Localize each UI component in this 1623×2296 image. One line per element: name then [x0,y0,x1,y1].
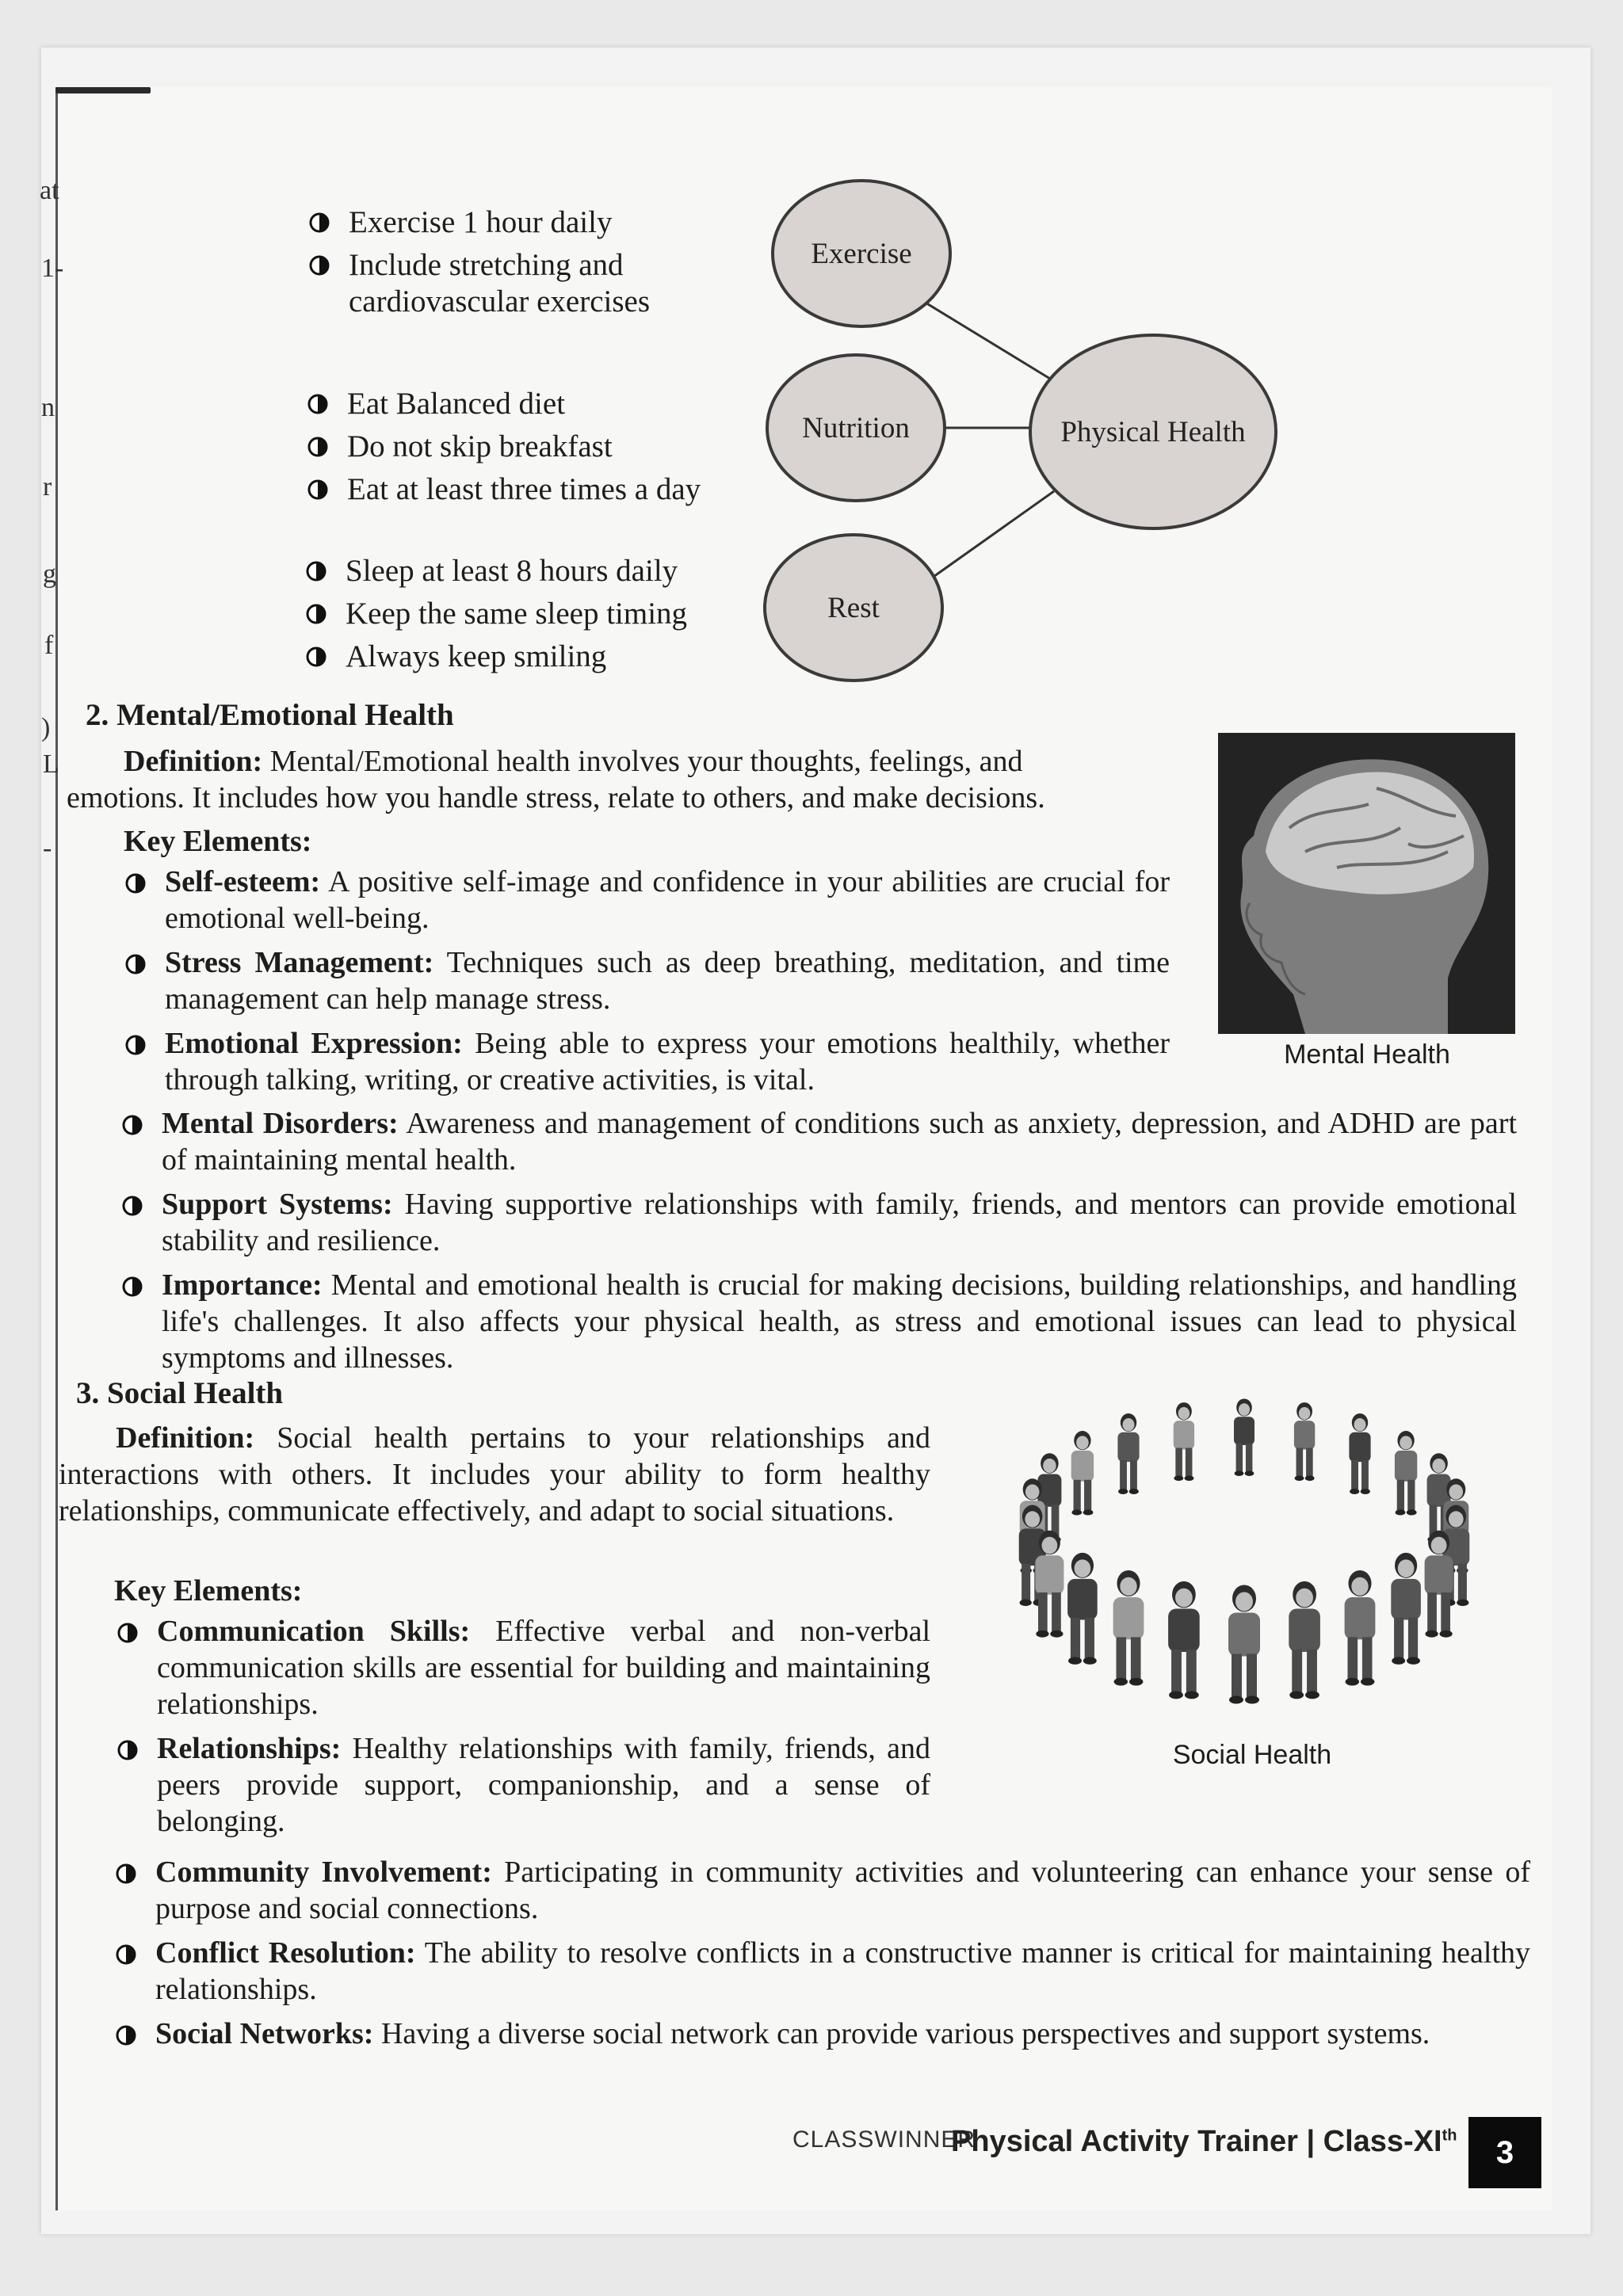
mental-health-caption: Mental Health [1284,1039,1450,1070]
person-figure [1035,1531,1064,1638]
nutrition-points [307,383,751,511]
physical-health-diagram [753,166,1308,689]
margin-fragment: r [43,472,52,502]
bullet-icon [307,479,328,500]
list-item: Include stretching and cardiovascular exercises [309,244,753,320]
footer-title: Physical Activity Trainer | Class-XIth [951,2125,1457,2158]
page-top-edge [55,87,151,93]
person-figure [1395,1431,1417,1516]
list-item: Sleep at least 8 hours daily [306,550,750,593]
person-figure [1345,1570,1376,1686]
bullet-icon [122,1115,143,1135]
social-health-image [983,1379,1506,1719]
person-figure [1349,1413,1370,1494]
list-item: Support Systems: Having supportive relationships with family, friends, and mentors can provide emotional stability and resilience. [122,1186,1517,1259]
list-item: Always keep smiling [306,635,750,678]
list-item: Social Networks: Having a diverse social network can provide various perspectives and support systems. [116,2016,1530,2052]
person-figure [1294,1402,1315,1481]
list-item: Stress Management: Techniques such as deep breathing, meditation, and time management can help manage stress. [125,944,1170,1017]
person-figure [1117,1413,1139,1494]
bullet-icon [116,1944,136,1965]
bullet-icon [306,561,327,582]
social-definition: Definition: Social health pertains to your relationships and interactions with others. It includes your ability to form healthy relationships, communicate effectively, and adapt to social situations. [59,1421,931,1527]
margin-fragment: 1- [41,254,64,283]
list-item: Communication Skills: Effective verbal and non-verbal communication skills are essential for building and maintaining relationships. [117,1613,930,1722]
list-item: Emotional Expression: Being able to express your emotions healthily, whether through talking, writing, or creative activities, is vital. [125,1025,1170,1098]
section-heading-mental: 2. Mental/Emotional Health [86,698,454,732]
footer-brand: CLASSWINNER [792,2126,976,2153]
connector-rest [931,491,1054,578]
person-figure [1234,1398,1254,1476]
section-heading-social: 3. Social Health [76,1376,284,1410]
margin-fragment: n [41,393,55,422]
bullet-icon [125,954,146,974]
social-key-elements-bottom [116,1854,1530,2057]
list-item: Community Involvement: Participating in community activities and volunteering can enhance your sense of purpose and social connections. [116,1854,1530,1927]
bullet-icon [116,2025,136,2046]
person-figure [1228,1585,1260,1704]
list-item: Eat Balanced diet [307,383,751,425]
margin-fragment: at [40,176,59,205]
bullet-icon [117,1623,138,1643]
social-health-caption: Social Health [1172,1740,1332,1770]
bullet-icon [117,1740,138,1760]
mental-key-elements-top [125,864,1170,1103]
rest-points [306,550,750,678]
bullet-icon [125,1035,146,1055]
person-figure [1391,1553,1421,1665]
node-label-nutrition: Nutrition [802,412,910,444]
bullet-icon [309,212,330,233]
bullet-icon [116,1863,136,1884]
list-item: Exercise 1 hour daily [309,201,753,244]
bullet-icon [125,873,146,894]
margin-fragment: L [43,749,59,779]
bullet-icon [122,1196,143,1216]
node-label-center: Physical Health [1060,416,1246,448]
list-item: Do not skip breakfast [307,425,751,468]
node-label-exercise: Exercise [811,238,912,270]
list-item: Mental Disorders: Awareness and management of conditions such as anxiety, depression, and ADHD are part of maintaining mental health. [122,1105,1517,1178]
people-circle-illustration [1019,1398,1470,1703]
bullet-icon [309,255,330,276]
list-item: Relationships: Healthy relationships with family, friends, and peers provide support, companionship, and a sense of belonging. [117,1730,930,1840]
person-figure [1113,1570,1144,1686]
bullet-icon [306,646,327,667]
person-figure [1071,1431,1094,1516]
brain-head-illustration [1218,733,1515,1034]
social-key-elements-label: Key Elements: [114,1574,303,1608]
bullet-icon [307,394,328,414]
exercise-points [309,201,753,320]
mental-health-image [1218,733,1515,1034]
person-figure [1425,1531,1453,1638]
list-item: Importance: Mental and emotional health is crucial for making decisions, building relationships, and handling life's challenges. It also affects your physical health, as stress and emotional issues can lead to physical symptoms and illnesses. [122,1267,1517,1376]
margin-fragment: - [43,833,52,863]
bullet-icon [307,437,328,457]
person-figure [1168,1581,1200,1699]
list-item: Self-esteem: A positive self-image and confidence in your abilities are crucial for emotional well-being. [125,864,1170,936]
page-number: 3 [1468,2117,1541,2188]
margin-fragment: g [43,559,56,589]
list-item: Keep the same sleep timing [306,593,750,635]
bullet-icon [122,1276,143,1297]
margin-fragment: ) [41,713,51,742]
mental-key-elements-bottom [122,1105,1517,1381]
list-item: Eat at least three times a day [307,468,751,511]
margin-fragment: f [44,631,54,660]
node-label-rest: Rest [827,592,880,624]
list-item: Conflict Resolution: The ability to resolve conflicts in a constructive manner is critical for maintaining healthy relationships. [116,1935,1530,2008]
bullet-icon [306,604,327,624]
social-key-elements-top [117,1613,930,1844]
mental-definition: Definition: Mental/Emotional health involves your thoughts, feelings, and emotions. It includes how you handle stress, relate to others, and make decisions. [67,745,1045,814]
person-figure [1174,1402,1194,1481]
person-figure [1067,1553,1098,1665]
mental-key-elements-label: Key Elements: [124,825,312,858]
person-figure [1289,1581,1320,1699]
